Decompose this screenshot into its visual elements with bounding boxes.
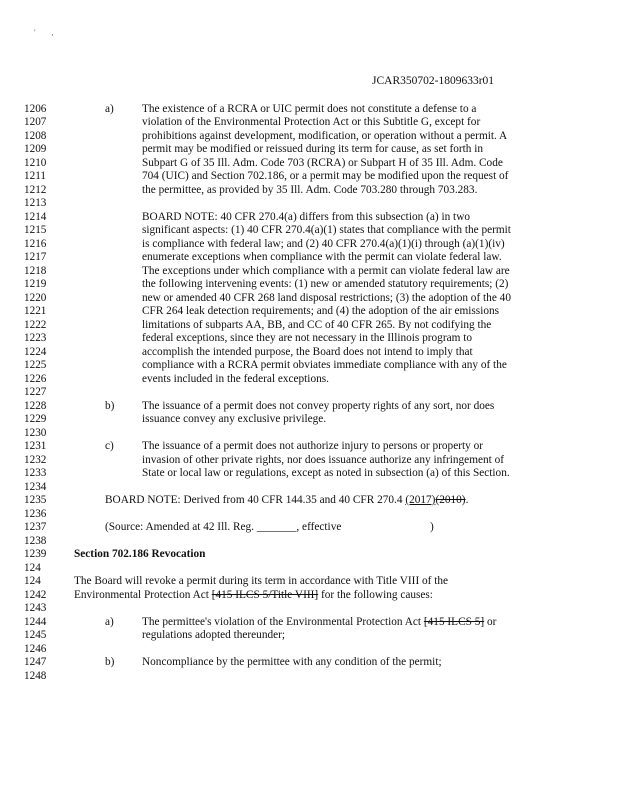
line-number: 124 bbox=[24, 575, 41, 587]
line-number: 1236 bbox=[24, 508, 47, 520]
line-number: 1213 bbox=[24, 197, 47, 209]
line-number: 1214 bbox=[24, 211, 47, 223]
cause-a-line-1 bbox=[142, 616, 496, 629]
line-number: 1217 bbox=[24, 251, 47, 263]
text-line: issuance convey any exclusive privilege. bbox=[142, 413, 327, 425]
text-line: is compliance with federal law; and (2) 40 CFR 270.4(a)(1)(i) through (a)(1)(iv) bbox=[142, 238, 505, 250]
cause-marker: a) bbox=[105, 616, 114, 628]
text-line: the following intervening events: (1) new or amended statutory requirements; (2) bbox=[142, 278, 509, 290]
line-number: 1238 bbox=[24, 535, 47, 547]
text-line: The exceptions under which compliance with a permit can violate federal law are bbox=[142, 265, 510, 277]
line-number: 1228 bbox=[24, 400, 47, 412]
deleted-citation: [415 ILCS 5/Title VIII] bbox=[211, 589, 319, 601]
line-number: 1226 bbox=[24, 373, 47, 385]
text-line: The existence of a RCRA or UIC permit does not constitute a defense to a bbox=[142, 103, 477, 115]
line-number: 1219 bbox=[24, 278, 47, 290]
line-number: 124 bbox=[24, 562, 41, 574]
cause-a-line-2: regulations adopted thereunder; bbox=[142, 629, 286, 641]
section-intro-line-2 bbox=[74, 589, 433, 602]
section-heading bbox=[74, 548, 205, 561]
section-title: Section 702.186 Revocation bbox=[74, 548, 206, 560]
line-number: 1233 bbox=[24, 467, 47, 479]
scan-specks: ' , bbox=[34, 28, 54, 37]
board-note-2-period: . bbox=[465, 494, 469, 506]
line-number: 1231 bbox=[24, 440, 47, 452]
cause-b-line-1: Noncompliance by the permittee with any condition of the permit; bbox=[142, 656, 442, 668]
text-line: permit may be modified or reissued during its term for cause, as set forth in bbox=[142, 143, 484, 155]
text-line: significant aspects: (1) 40 CFR 270.4(a)(1) states that compliance with the permit bbox=[142, 224, 511, 236]
text-line: the permittee, as provided by 35 Ill. Adm. Code 703.280 through 703.283. bbox=[142, 184, 478, 196]
line-number: 1209 bbox=[24, 143, 47, 155]
cause-marker: b) bbox=[105, 656, 115, 668]
line-number: 1237 bbox=[24, 521, 47, 533]
line-number: 1239 bbox=[24, 548, 47, 560]
line-number: 1227 bbox=[24, 386, 47, 398]
line-number: 1243 bbox=[24, 602, 47, 614]
cause-text: The permittee's violation of the Environmental Protection Act bbox=[142, 616, 424, 628]
line-number: 1248 bbox=[24, 670, 47, 682]
text-line: compliance with a RCRA permit obviates immediate compliance with any of the bbox=[142, 359, 507, 371]
text-line: 704 (UIC) and Section 702.186, or a permit may be modified upon the request of bbox=[142, 170, 509, 182]
line-number: 1235 bbox=[24, 494, 47, 506]
document-id-header: JCAR350702-1809633r01 bbox=[372, 75, 495, 87]
text-line: State or local law or regulations, except as noted in subsection (a) of this Section. bbox=[142, 467, 510, 479]
line-number: 1247 bbox=[24, 656, 47, 668]
line-number: 1215 bbox=[24, 224, 47, 236]
board-note-2-text: BOARD NOTE: Derived from 40 CFR 144.35 and 40 CFR 270.4 bbox=[105, 494, 406, 506]
intro-text: Environmental Protection Act bbox=[74, 589, 212, 601]
line-number: 1232 bbox=[24, 454, 47, 466]
deleted-year: (2010) bbox=[435, 494, 466, 506]
text-line: Subpart G of 35 Ill. Adm. Code 703 (RCRA) or Subpart H of 35 Ill. Adm. Code bbox=[142, 157, 503, 169]
board-note-2 bbox=[105, 494, 468, 507]
line-number: 1222 bbox=[24, 319, 47, 331]
line-number: 1212 bbox=[24, 184, 47, 196]
line-number: 1223 bbox=[24, 332, 47, 344]
cause-text: or bbox=[484, 616, 497, 628]
text-line: events included in the federal exceptions. bbox=[142, 373, 329, 385]
text-line: accomplish the intended purpose, the Board does not intend to imply that bbox=[142, 346, 473, 358]
source-mid: , effective bbox=[296, 521, 342, 533]
text-line: CFR 264 leak detection requirements; and (4) the adoption of the air emissions bbox=[142, 305, 500, 317]
line-number: 1221 bbox=[24, 305, 47, 317]
line-number: 1242 bbox=[24, 589, 47, 601]
line-number: 1229 bbox=[24, 413, 47, 425]
text-line: federal exceptions, since they are not necessary in the Illinois program to bbox=[142, 332, 473, 344]
line-number: 1230 bbox=[24, 427, 47, 439]
source-blank: _______ bbox=[256, 521, 297, 533]
text-line: enumerate exceptions when compliance with the permit can violate federal law. bbox=[142, 251, 502, 263]
line-number: 1224 bbox=[24, 346, 47, 358]
line-number: 1208 bbox=[24, 130, 47, 142]
deleted-citation: [415 ILCS 5] bbox=[423, 616, 485, 628]
line-number: 1216 bbox=[24, 238, 47, 250]
line-number: 1244 bbox=[24, 616, 47, 628]
line-number: 1225 bbox=[24, 359, 47, 371]
line-number: 1206 bbox=[24, 103, 47, 115]
inserted-year: (2017) bbox=[405, 494, 436, 506]
section-intro-line-1: The Board will revoke a permit during its term in accordance with Title VIII of the bbox=[74, 575, 449, 587]
text-line: BOARD NOTE: 40 CFR 270.4(a) differs from this subsection (a) in two bbox=[142, 211, 470, 223]
text-line: prohibitions against development, modification, or operation without a permit. A bbox=[142, 130, 508, 142]
source-close-paren: ) bbox=[430, 521, 434, 533]
line-number: 1218 bbox=[24, 265, 47, 277]
text-line: The issuance of a permit does not convey property rights of any sort, nor does bbox=[142, 400, 495, 412]
text-line: violation of the Environmental Protection Act or this Subtitle G, except for bbox=[142, 116, 481, 128]
subsection-marker: a) bbox=[105, 103, 114, 115]
subsection-marker: b) bbox=[105, 400, 115, 412]
text-line: new or amended 40 CFR 268 land disposal restrictions; (3) the adoption of the 40 bbox=[142, 292, 511, 304]
intro-text: for the following causes: bbox=[318, 589, 433, 601]
text-line: limitations of subparts AA, BB, and CC of 40 CFR 265. By not codifying the bbox=[142, 319, 492, 331]
line-number: 1207 bbox=[24, 116, 47, 128]
text-line: The issuance of a permit does not authorize injury to persons or property or bbox=[142, 440, 484, 452]
line-number: 1245 bbox=[24, 629, 47, 641]
source-note bbox=[105, 521, 341, 534]
line-number: 1234 bbox=[24, 481, 47, 493]
line-number: 1210 bbox=[24, 157, 47, 169]
subsection-marker: c) bbox=[105, 440, 114, 452]
line-number: 1246 bbox=[24, 643, 47, 655]
text-line: invasion of other private rights, nor does issuance authorize any infringement of bbox=[142, 454, 505, 466]
line-number: 1211 bbox=[24, 170, 46, 182]
source-prefix: (Source: Amended at 42 Ill. Reg. bbox=[105, 521, 257, 533]
line-number: 1220 bbox=[24, 292, 47, 304]
